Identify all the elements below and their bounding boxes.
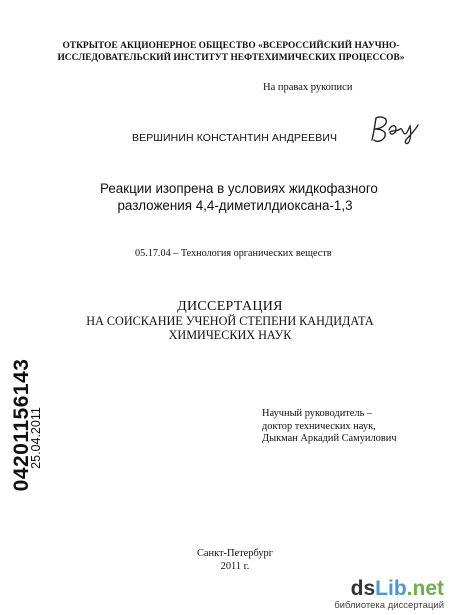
logo-part-lib: Lib (375, 577, 407, 600)
watermark-subtitle: библиотека диссертаций (334, 600, 444, 611)
organization-line-2: ИССЛЕДОВАТЕЛЬСКИЙ ИНСТИТУТ НЕФТЕХИМИЧЕСКИХ ПРОЦЕССОВ» (57, 53, 405, 63)
library-stamp-date: 25.04.2011 (29, 407, 43, 469)
logo-part-ds: ds (350, 577, 376, 600)
dslib-watermark (334, 578, 444, 611)
title-line-1: Реакции изопрена в условиях жидкофазного (100, 181, 378, 196)
dissertation-title (100, 180, 378, 214)
logo-part-net: .net (406, 577, 444, 600)
dslib-logo (334, 578, 444, 600)
specialty-code: 05.17.04 – Технология органических веществ (135, 248, 332, 259)
author-name: ВЕРШИНИН КОНСТАНТИН АНДРЕЕВИЧ (132, 132, 338, 144)
dissertation-heading: ДИССЕРТАЦИЯ (177, 299, 283, 314)
degree-line-2: ХИМИЧЕСКИХ НАУК (168, 328, 292, 342)
year: 2011 г. (220, 561, 250, 572)
supervisor-degree: доктор технических наук, (262, 420, 376, 432)
supervisor-block (262, 408, 397, 446)
place-and-year (180, 547, 290, 573)
degree-line-1: НА СОИСКАНИЕ УЧЕНОЙ СТЕПЕНИ КАНДИДАТА (86, 314, 374, 328)
title-line-2: разложения 4,4-диметилдиоксана-1,3 (117, 198, 353, 213)
library-stamp-number: 04201156143 (10, 358, 33, 492)
organization-line-1: ОТКРЫТОЕ АКЦИОНЕРНОЕ ОБЩЕСТВО «ВСЕРОССИЙСКИЙ НАУЧНО- (62, 41, 400, 51)
dissertation-degree-block (80, 299, 380, 342)
city-name: Санкт-Петербург (196, 548, 274, 559)
supervisor-name: Дыкман Аркадий Самуилович (262, 433, 397, 444)
supervisor-role: Научный руководитель – (262, 408, 373, 419)
signature-icon (366, 112, 422, 146)
rights-note: На правах рукописи (263, 82, 353, 93)
organization-header (40, 40, 422, 64)
